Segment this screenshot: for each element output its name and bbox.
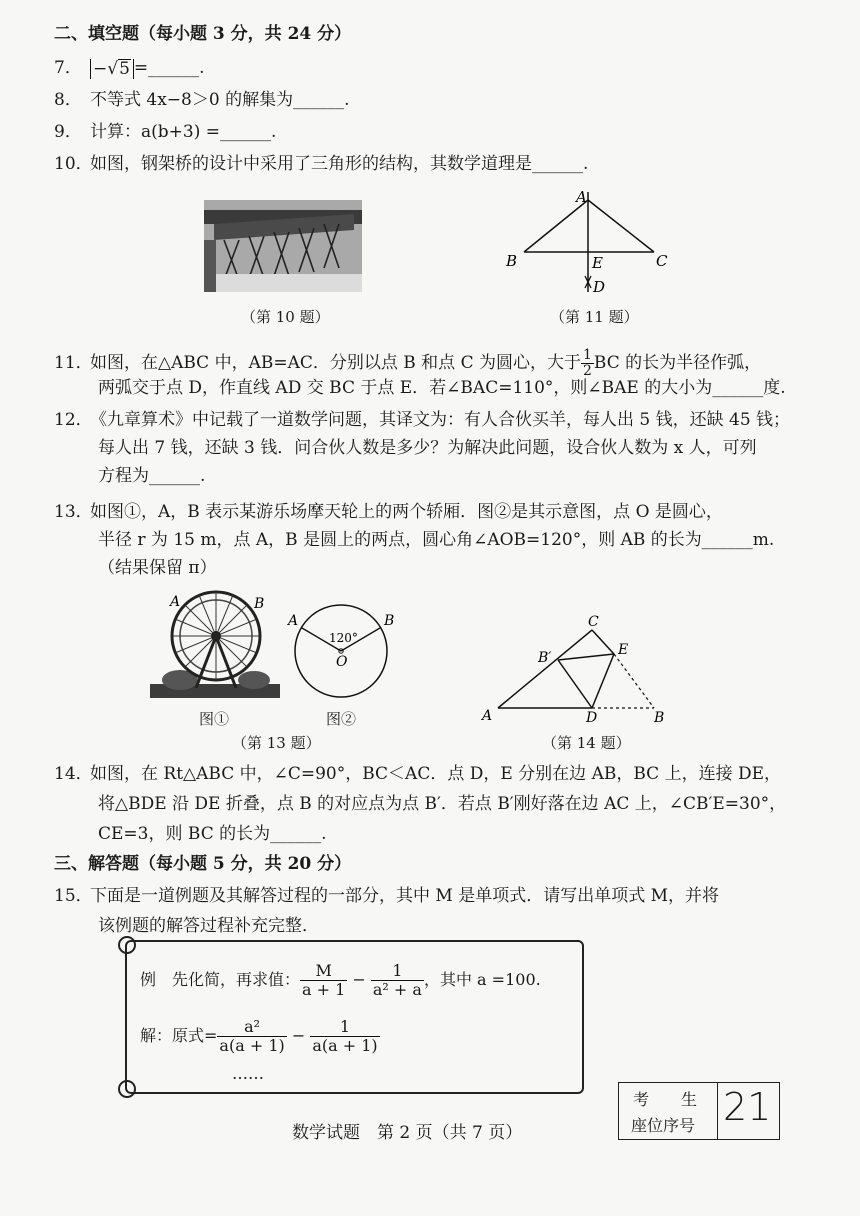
page-footer: 数学试题 第 2 页（共 7 页） (292, 1123, 523, 1143)
caption-fig1: 图① (199, 710, 230, 728)
solution-fraction-1: $\frac{\text{a²}}{a(a + 1)}$ (219, 1017, 285, 1055)
question-12-line3: 方程为______. (98, 466, 206, 486)
seat-label-line2: 座位序号 (631, 1116, 696, 1135)
caption-q11: （第 11 题） (550, 308, 639, 326)
tri-label-E: E (618, 642, 629, 658)
question-13-line2: 半径 r 为 15 m，点 A，B 是圆上的两点，圆心角∠AOB=120°，则 AB 的长为______m. (98, 530, 775, 550)
section3-title: 三、解答题（每小题 5 分，共 20 分） (54, 854, 352, 874)
circle-label-O: O (336, 654, 348, 670)
label-B: B (506, 252, 518, 270)
question-14-line2: 将△BDE 沿 DE 折叠，点 B 的对应点为点 B′．若点 B′刚好落在边 AC 上，∠CB′E=30°， (98, 794, 787, 814)
ferris-wheel-image (150, 588, 280, 706)
label-D: D (593, 278, 606, 296)
fraction-m: $\frac{M}{a + 1}$ (302, 961, 346, 999)
question-12-line2: 每人出 7 钱，还缺 3 钱．问合伙人数是多少？为解决此问题，设合伙人数为 x 人，可列 (98, 438, 757, 458)
question-12: 12．《九章算术》中记载了一道数学问题，其译文为：有人合伙买羊，每人出 5 钱，还缺 45 钱； (54, 410, 791, 430)
tri-label-B: B (654, 710, 665, 724)
question-10: 10．如图，钢架桥的设计中采用了三角形的结构，其数学道理是______. (54, 154, 589, 174)
section2-title: 二、填空题（每小题 3 分，共 24 分） (54, 24, 352, 44)
solution-line: 解：原式= $\frac{\text{a²}}{a(a + 1)}$ − $\frac{1}{a(a + 1)}$ (140, 1017, 378, 1055)
question-9: 9． 计算：a(b+3) =______. (54, 122, 277, 142)
label-E: E (592, 254, 603, 272)
question-14: 14．如图，在 Rt△ABC 中，∠C=90°，BC＜AC．点 D，E 分别在边 AB，BC 上，连接 DE， (54, 764, 782, 784)
label-C: C (656, 252, 668, 270)
seat-label (619, 1083, 718, 1139)
question-8: 8． 不等式 4x−8＞0 的解集为______. (54, 90, 350, 110)
seat-number-box (618, 1082, 780, 1140)
figure-q14 (478, 610, 678, 724)
caption-q14: （第 14 题） (542, 734, 631, 752)
caption-fig2: 图② (326, 710, 357, 728)
angle-label: 120° (329, 631, 358, 645)
bridge-photo (204, 200, 362, 292)
fraction-one: $\frac{1}{\text{a² + a}}$ (372, 961, 422, 999)
question-14-line3: CE=3，则 BC 的长为______. (98, 824, 327, 844)
circle-label-B: B (384, 613, 395, 629)
tri-label-D: D (586, 710, 598, 724)
example-line: 例 先化简，再求值： $\frac{M}{a + 1}$ − $\frac{1}{\text{a² + a}}$ ，其中 a =100. (140, 961, 541, 999)
tri-label-A: A (482, 708, 493, 724)
tri-label-Bprime: B′ (538, 650, 552, 666)
caption-q13: （第 13 题） (232, 734, 321, 752)
solution-fraction-2: $\frac{1}{a(a + 1)}$ (312, 1017, 378, 1055)
circle-label-A: A (288, 613, 299, 629)
question-13-line3: （结果保留 π） (98, 558, 217, 578)
question-7: 7． −√5 =______. (54, 58, 205, 79)
scroll-curl-bottom (118, 1080, 136, 1098)
scroll-curl-top (118, 936, 136, 954)
question-15-line2: 该例题的解答过程补充完整． (98, 916, 319, 936)
question-11-line2: 两弧交于点 D，作直线 AD 交 BC 于点 E．若∠BAC=110°，则∠BAE 的大小为______度. (98, 378, 786, 398)
solution-ellipsis: …… (232, 1064, 264, 1083)
seat-number-value: 21 (723, 1085, 772, 1129)
tri-label-C: C (588, 614, 599, 630)
question-15: 15．下面是一道例题及其解答过程的一部分，其中 M 是单项式．请写出单项式 M，并将 (54, 886, 720, 906)
abs-value-expression: −√5 (90, 59, 134, 79)
figure-q11 (500, 188, 680, 300)
seat-label-line1: 考 生 (633, 1090, 698, 1109)
wheel-label-B: B (254, 596, 265, 612)
question-13: 13．如图①，A，B 表示某游乐场摩天轮上的两个轿厢．图②是其示意图，点 O 是圆心， (54, 502, 723, 522)
circle-diagram (284, 598, 404, 708)
half-fraction: $\frac{1}{2}$ (582, 347, 592, 379)
label-A: A (576, 188, 587, 206)
question-11: 11．如图，在△ABC 中，AB=AC．分别以点 B 和点 C 为圆心，大于 $\frac{1}{2}$ BC 的长为半径作弧， (54, 347, 762, 379)
wheel-label-A: A (170, 594, 181, 610)
caption-q10: （第 10 题） (241, 308, 330, 326)
